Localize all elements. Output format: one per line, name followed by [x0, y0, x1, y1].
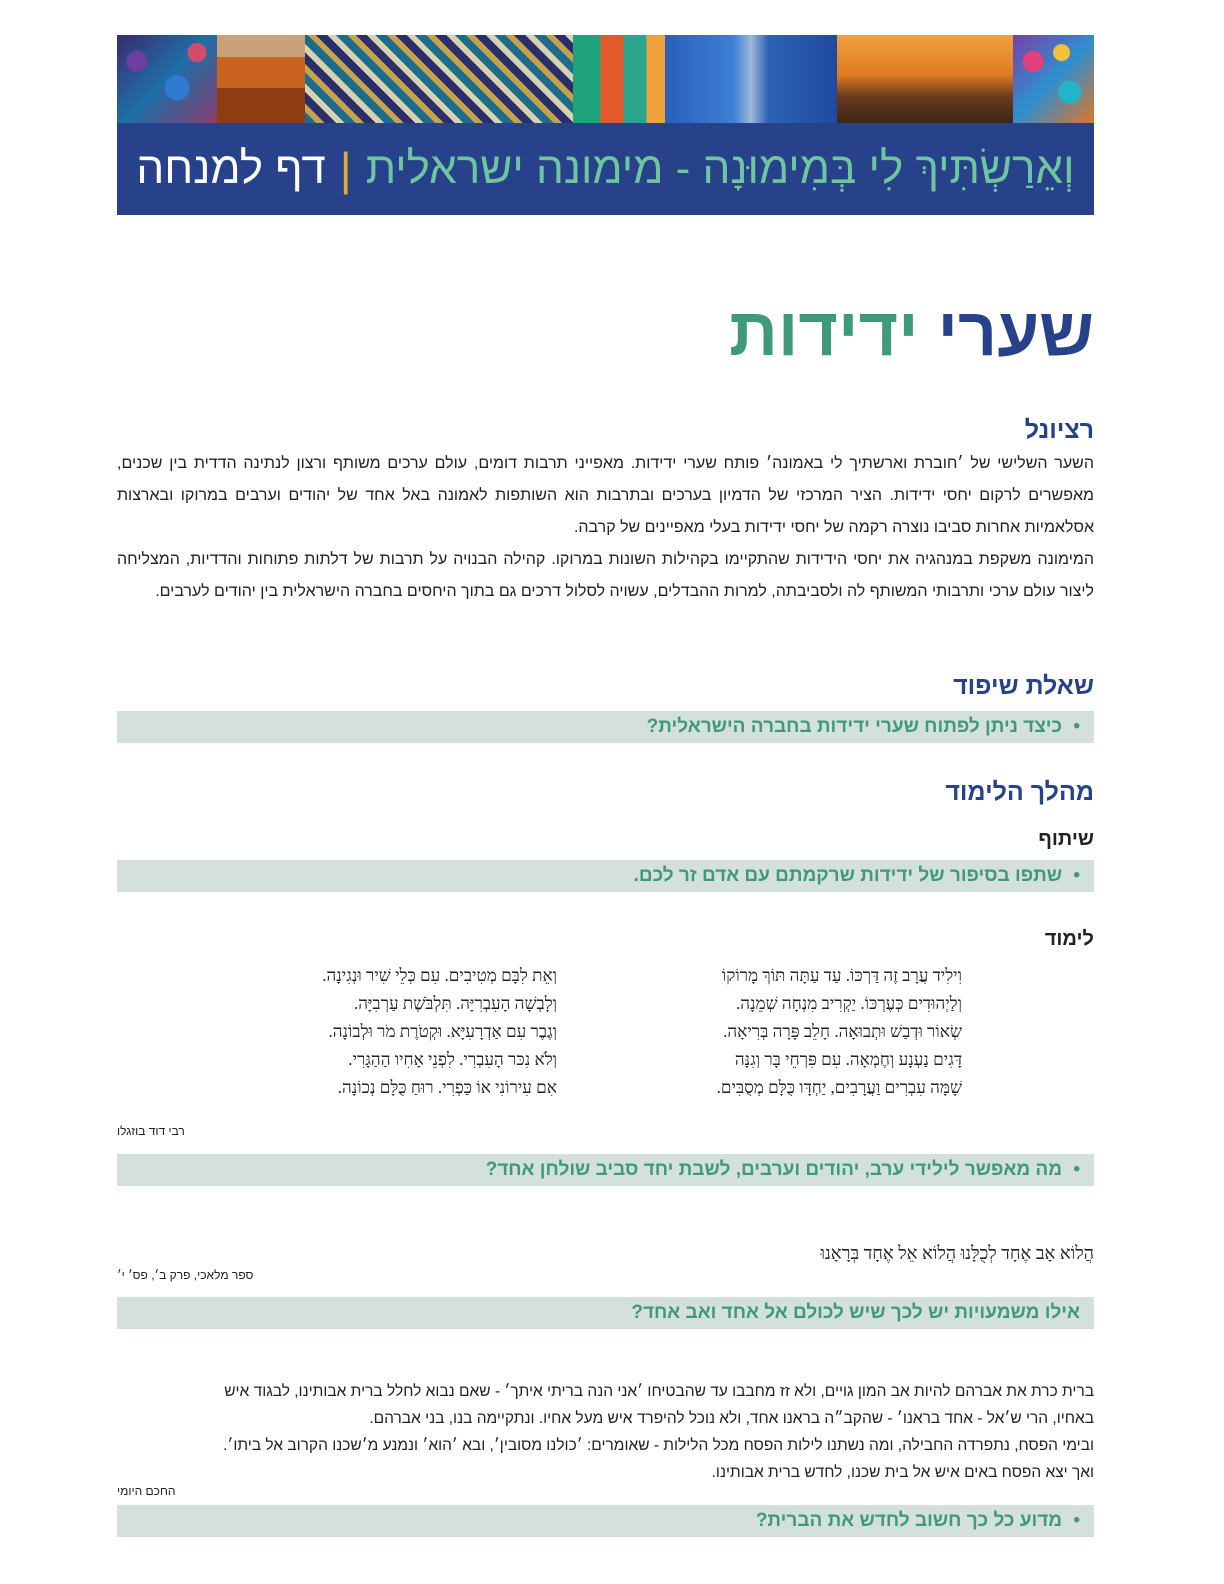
photo-mosaic-tiles: [305, 35, 573, 123]
banner-title-main: וְאֵרַשְׂתִּיךְ לִי בְּמִימוּנָה - מימונה ישראלית: [365, 144, 1075, 193]
photo-lanterns: [117, 35, 217, 123]
poem-line: דָּגִים נַעְנָע וְחֶמְאָה. עִם פִּרְחֵי בָּר וְגִנָּה: [734, 1050, 962, 1069]
banner-separator: |: [339, 143, 352, 195]
covenant-text: [110, 1378, 1094, 1486]
rationale-heading: רציונל: [1024, 416, 1094, 444]
poem-line: שָׁמָּה עִבְרִים וַעֲרָבִים, יַחְדָּו כֻּלָּם מְסֻבִּים.: [716, 1078, 962, 1097]
covenant-line: ואך יצא הפסח באים איש אל בית שכנו, לחדש ברית אבותינו.: [711, 1464, 1094, 1481]
poem-line: וְלֹא נִכּר הָעִבְרִי. לִפְנֵי אָחִיו הַהַגָּרִי.: [348, 1050, 557, 1069]
page-title-part2: ידידות: [729, 294, 919, 370]
bullet-icon: •: [1073, 865, 1080, 886]
photo-sunset-market: [837, 35, 1013, 123]
verse-question-bar: [117, 1297, 1094, 1329]
poem-line: וְלָבְשָׁה הָעִבְרִיָּה. תִּלְבֹּשֶׁת עַרְבִיָּה.: [353, 994, 557, 1013]
poem-line: וְלַיְהוּדִים כְּעֶרְכּוֹ. יַקְרִיב מִנְחָה שְׁמֵנָה.: [736, 994, 962, 1013]
poem-line: וִילִיד עֲרָב זֶה דַּרְכּוֹ. עַד עַתָּה תּוֹךְ מָרוֹקוֹ: [721, 966, 962, 985]
poem-credit: רבי דוד בוזגלו: [117, 1124, 185, 1138]
sharing-prompt-text: שתפו בסיפור של ידידות שרקמתם עם אדם זר לכם.: [633, 865, 1063, 886]
page-title-part1: שערי: [937, 294, 1094, 370]
poem-line: וְאֵת לִבָּם מְטִיבִים. עִם כְּלֵי שִׁיר וּנְגִינָה.: [322, 966, 557, 985]
rationale-paragraph-2: המימונה משקפת במנהגיה את יחסי הידידות שהתקיימו בקהילות השונות במרוקו. קהילה הבנויה על תרבות של דלתות פתוחות והדדיות, המצליחה ליצור עולם ערכי ותרבותי המשותף לה ולסביבתה, למרות ההבדלים, עשויה לסלול דרכים גם בתוך היחסים בחברה הישראלית בין יהודים לערבים.: [117, 551, 1094, 600]
covenant-line: ברית כרת את אברהם להיות אב המון גויים, ולא זז מחבבו עד שהבטיחו ׳אני הנה בריתי איתך׳ - שאם נבוא לחלל ברית אבותינו, לבגוד איש: [224, 1383, 1094, 1400]
focus-question-text: כיצד ניתן לפתוח שערי ידידות בחברה הישראלית?: [646, 716, 1063, 737]
study-question-text: מה מאפשר לילידי ערב, יהודים וערבים, לשבת יחד סביב שולחן אחד?: [485, 1159, 1063, 1180]
focus-question-bar: [117, 711, 1094, 743]
poem-line: וְגֶבֶר עִם אַדְרָעִיָּא. וּקְטֹרֶת מֹר וּלְבוֹנָה.: [328, 1022, 557, 1041]
banner-title: [117, 123, 1094, 215]
covenant-question-text: מדוע כל כך חשוב לחדש את הברית?: [755, 1510, 1063, 1531]
photo-slippers: [573, 35, 665, 123]
verse-quote: הֲלוֹא אָב אֶחָד לְכֻלָּנוּ הֲלוֹא אֵל אֶחָד בְּרָאָנוּ: [820, 1243, 1094, 1263]
study-question-bar: [117, 1154, 1094, 1186]
bullet-icon: •: [1073, 716, 1080, 737]
sharing-heading: שיתוף: [1038, 828, 1094, 850]
covenant-line: ובימי הפסח, נתפרדה החבילה, ומה נשתנו לילות הפסח מכל הלילות - שאומרים: ׳כולנו מסובין׳, ובא ׳הוא׳ ונמנע מ׳שכנו הקרוב אל ביתו׳.: [223, 1437, 1094, 1454]
photo-colorful-ornaments: [1013, 35, 1094, 123]
photo-blue-alley: [665, 35, 837, 123]
photo-strip: [117, 35, 1094, 123]
photo-kasbah: [217, 35, 305, 123]
rationale-paragraph-1: השער השלישי של ׳חוברת וארשתיך לי באמונה׳ פותח שערי ידידות. מאפייני תרבות דומים, עולם ערכים משותף ורצון לנתינה הדדית בין שכנים, מאפשרים לרקום יחסי ידידות. הציר המרכזי של הדמיון בערכים ובתרבות הוא השותפות לאמונה באל אחד של יהודים וערבים במרוקו ובארצות אסלאמיות אחרות סביבו נוצרה רקמה של יחסי ידידות בעלי מאפיינים של קרבה.: [117, 455, 1094, 536]
banner-subtitle: דף למנחה: [136, 144, 326, 193]
poem-line: אִם עִירוֹנִי אוֹ כַּפְרִי. רוּחַ כֻּלָּם נְכוֹנָה.: [337, 1078, 557, 1097]
poem-left-column: [322, 962, 557, 1102]
page-title: [729, 294, 1094, 370]
verse-question-text: אילו משמעויות יש לכך שיש לכולם אל אחד ואב אחד?: [631, 1302, 1080, 1323]
sharing-prompt-bar: [117, 860, 1094, 892]
verse-source: ספר מלאכי, פרק ב׳, פס׳ י׳: [117, 1268, 254, 1282]
covenant-question-bar: [117, 1505, 1094, 1537]
bullet-icon: •: [1073, 1159, 1080, 1180]
focus-question-heading: שאלת שיפוד: [953, 672, 1094, 700]
covenant-source: החכם היומי: [117, 1484, 176, 1498]
header-banner: [117, 35, 1094, 215]
covenant-line: באחיו, הרי ש׳אל - אחד בראנו׳ - שהקב״ה בראנו אחד, ולא נוכל להיפרד איש מעל אחיו. ונתקיימה בנו, בני אברהם.: [369, 1410, 1094, 1427]
poem-line: שְׂאוֹר וּדְבַשׁ וּתְבוּאָה. חָלֵב פָּרָה בְּרִיאָה.: [723, 1022, 962, 1041]
study-heading: לימוד: [1044, 928, 1094, 950]
process-heading: מהלך הלימוד: [945, 778, 1094, 806]
bullet-icon: •: [1073, 1510, 1080, 1531]
poem-right-column: [717, 962, 962, 1102]
